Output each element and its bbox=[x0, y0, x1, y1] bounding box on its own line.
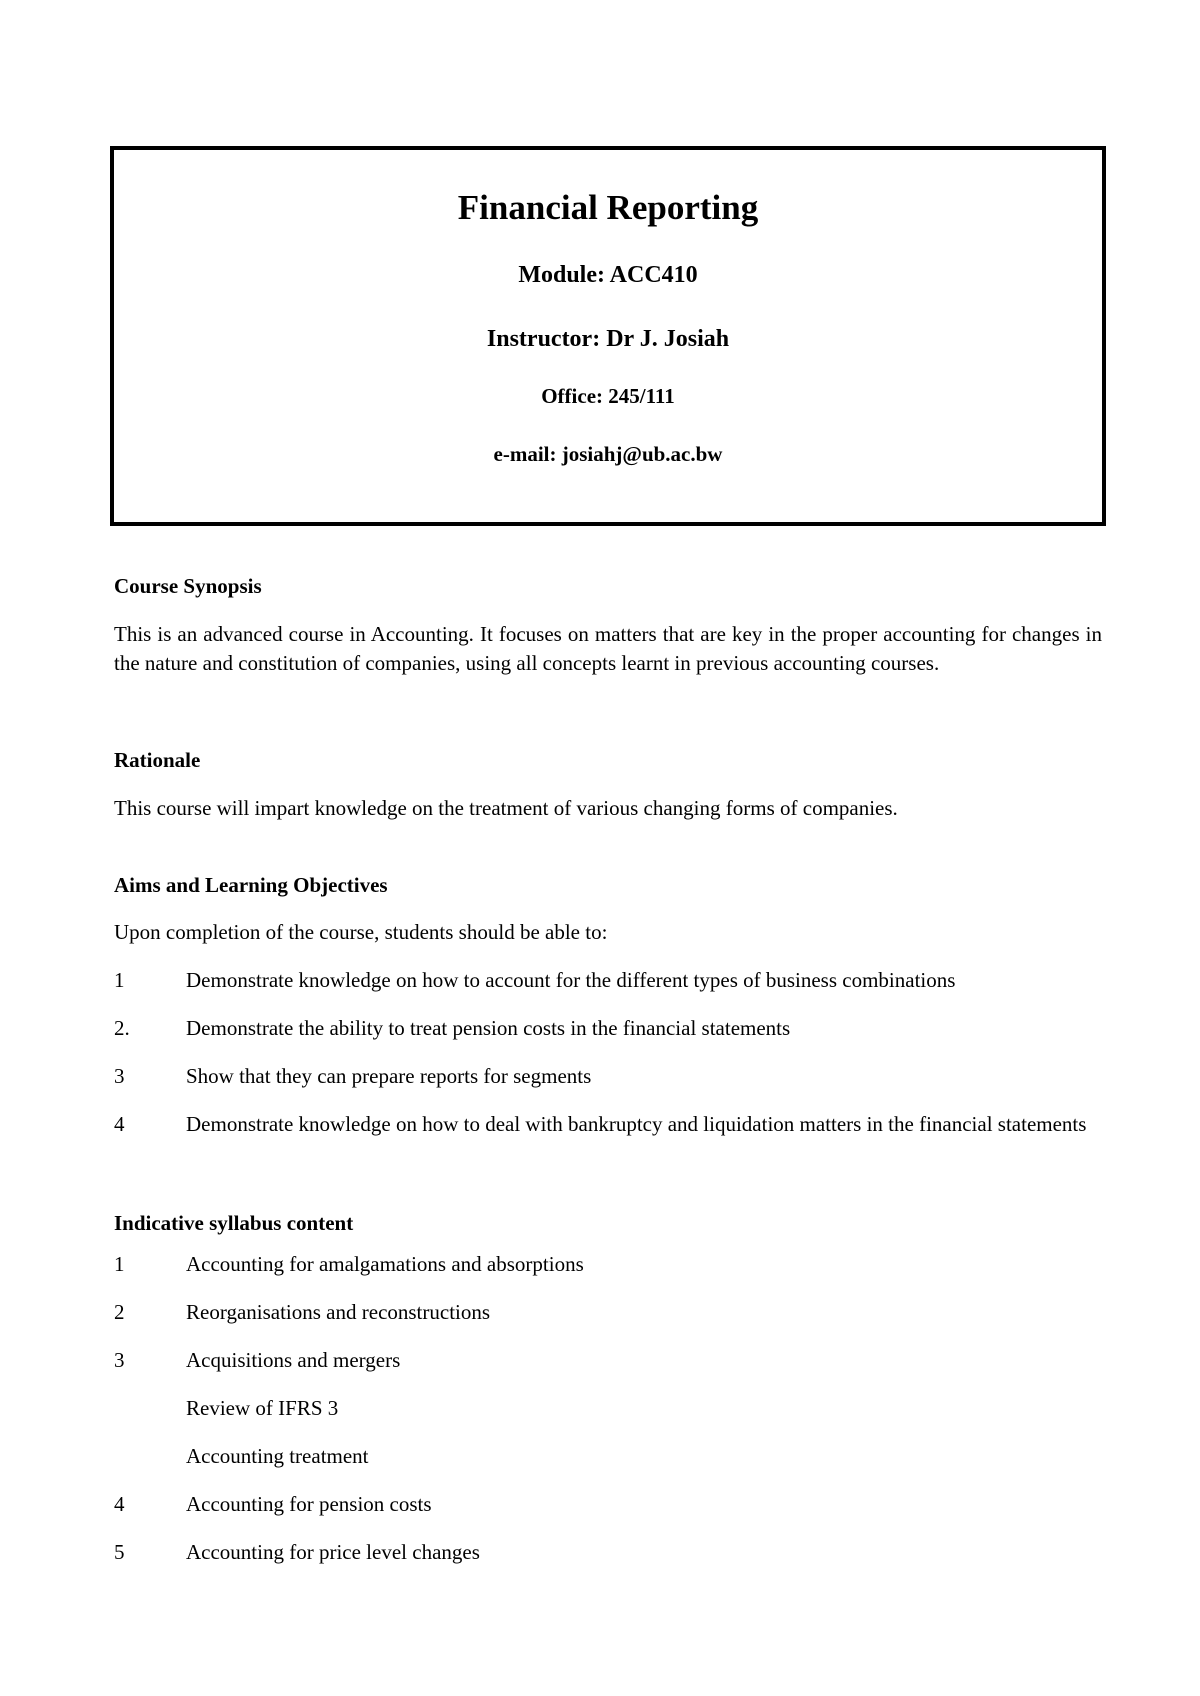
syllabus-item-text: Accounting for price level changes bbox=[186, 1540, 480, 1564]
syllabus-list-item bbox=[114, 1298, 1102, 1327]
aims-list-item bbox=[114, 1110, 1102, 1139]
aims-item-text: Demonstrate the ability to treat pension costs in the financial statements bbox=[186, 1016, 791, 1040]
rationale-text: This course will impart knowledge on the treatment of various changing forms of companies. bbox=[114, 796, 898, 820]
aims-item-number: 2. bbox=[114, 1016, 130, 1040]
instructor-email: e-mail: josiahj@ub.ac.bw bbox=[493, 442, 723, 466]
syllabus-sub-item bbox=[114, 1442, 1102, 1471]
aims-list-item bbox=[114, 1014, 1102, 1043]
syllabus-item-text: Accounting treatment bbox=[186, 1444, 369, 1468]
module-code: Module: ACC410 bbox=[518, 262, 698, 288]
syllabus-item-number: 2 bbox=[114, 1300, 125, 1324]
syllabus-heading: Indicative syllabus content bbox=[114, 1211, 354, 1235]
aims-list-item bbox=[114, 966, 1102, 995]
rationale-heading: Rationale bbox=[114, 748, 201, 772]
syllabus-item-number: 1 bbox=[114, 1252, 125, 1276]
syllabus-item-text: Accounting for amalgamations and absorptions bbox=[186, 1252, 584, 1276]
aims-item-number: 3 bbox=[114, 1064, 125, 1088]
syllabus-item-number: 3 bbox=[114, 1348, 125, 1372]
syllabus-list-item bbox=[114, 1250, 1102, 1279]
syllabus-list-item bbox=[114, 1490, 1102, 1519]
syllabus-item-text: Reorganisations and reconstructions bbox=[186, 1300, 491, 1324]
office-number: Office: 245/111 bbox=[541, 384, 675, 408]
aims-item-text: Show that they can prepare reports for segments bbox=[186, 1064, 592, 1088]
syllabus-sub-item bbox=[114, 1394, 1102, 1423]
syllabus-item-number: 5 bbox=[114, 1540, 125, 1564]
syllabus-item-text: Acquisitions and mergers bbox=[186, 1348, 401, 1372]
aims-item-number: 4 bbox=[114, 1112, 125, 1136]
aims-item-number: 1 bbox=[114, 968, 125, 992]
aims-item-text: Demonstrate knowledge on how to account for the different types of business combinations bbox=[186, 968, 956, 992]
synopsis-text: This is an advanced course in Accounting. It focuses on matters that are key in the proper accounting for changes in the nature and constitution of companies, using all concepts learnt in previous accounting courses. bbox=[114, 622, 1102, 675]
syllabus-list-item bbox=[114, 1346, 1102, 1375]
aims-list-item bbox=[114, 1062, 1102, 1091]
aims-intro: Upon completion of the course, students should be able to: bbox=[114, 920, 608, 944]
syllabus-item-text: Review of IFRS 3 bbox=[186, 1396, 339, 1420]
aims-heading: Aims and Learning Objectives bbox=[114, 873, 388, 897]
synopsis-heading: Course Synopsis bbox=[114, 574, 262, 598]
course-header-box bbox=[110, 146, 1106, 526]
syllabus-item-number: 4 bbox=[114, 1492, 125, 1516]
instructor-name: Instructor: Dr J. Josiah bbox=[486, 326, 730, 352]
course-title: Financial Reporting bbox=[457, 188, 759, 227]
aims-item-text: Demonstrate knowledge on how to deal with bankruptcy and liquidation matters in the financial statements bbox=[186, 1112, 1087, 1136]
syllabus-list-item bbox=[114, 1538, 1102, 1567]
syllabus-item-text: Accounting for pension costs bbox=[186, 1492, 432, 1516]
